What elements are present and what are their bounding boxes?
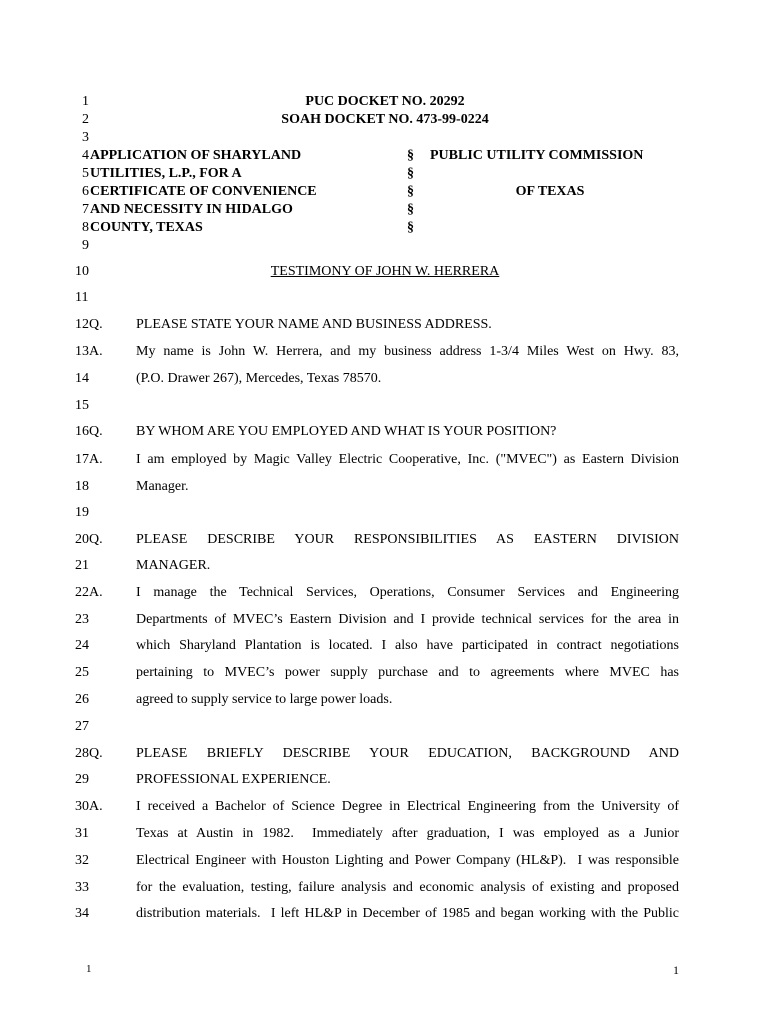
section-symbol: §: [407, 202, 414, 217]
body-line: PLEASE STATE YOUR NAME AND BUSINESS ADDRESS.: [136, 317, 492, 332]
line-marker: 22A.: [75, 585, 103, 600]
caption-left-line: UTILITIES, L.P., FOR A: [90, 166, 242, 181]
body-line: Electrical Engineer with Houston Lighting and Power Company (HL&P). I was responsible: [136, 853, 679, 868]
line-marker: 18: [75, 479, 89, 494]
line-marker: 19: [75, 505, 89, 520]
body-line: distribution materials. I left HL&P in December of 1985 and began working with the Public: [136, 906, 679, 921]
line-marker: 14: [75, 371, 89, 386]
line-number: 6: [82, 184, 89, 199]
line-marker: 17A.: [75, 452, 103, 467]
body-line: which Sharyland Plantation is located. I also have participated in contract negotiations: [136, 638, 679, 653]
line-marker: 26: [75, 692, 89, 707]
body-line: I am employed by Magic Valley Electric Cooperative, Inc. ("MVEC") as Eastern Division: [136, 452, 679, 467]
line-number: 10: [75, 264, 89, 279]
body-line: My name is John W. Herrera, and my business address 1-3/4 Miles West on Hwy. 83,: [136, 344, 679, 359]
puc-docket: PUC DOCKET NO. 20292: [305, 94, 465, 109]
line-marker: 21: [75, 558, 89, 573]
line-number: 11: [75, 290, 89, 305]
line-number: 2: [82, 112, 89, 127]
soah-docket: SOAH DOCKET NO. 473-99-0224: [281, 112, 489, 127]
body-line: MANAGER.: [136, 558, 211, 573]
line-marker: 30A.: [75, 799, 103, 814]
caption-left-line: AND NECESSITY IN HIDALGO: [90, 202, 293, 217]
line-marker: 16Q.: [75, 424, 103, 439]
body-line: Departments of MVEC’s Eastern Division and I provide technical services for the area in: [136, 612, 679, 627]
line-marker: 34: [75, 906, 89, 921]
line-marker: 32: [75, 853, 89, 868]
body-line: PLEASE DESCRIBE YOUR RESPONSIBILITIES AS EASTERN DIVISION: [136, 532, 679, 547]
section-symbol: §: [407, 184, 414, 199]
line-marker: 33: [75, 880, 89, 895]
line-number: 1: [82, 94, 89, 109]
caption-left-line: COUNTY, TEXAS: [90, 220, 203, 235]
body-line: for the evaluation, testing, failure analysis and economic analysis of existing and proposed: [136, 880, 679, 895]
line-marker: 28Q.: [75, 746, 103, 761]
body-line: PLEASE BRIEFLY DESCRIBE YOUR EDUCATION, BACKGROUND AND: [136, 746, 679, 761]
line-number: 5: [82, 166, 89, 181]
line-marker: 24: [75, 638, 89, 653]
line-marker: 23: [75, 612, 89, 627]
line-marker: 27: [75, 719, 89, 734]
line-number: 9: [82, 238, 89, 253]
body-line: Texas at Austin in 1982. Immediately after graduation, I was employed as a Junior: [136, 826, 679, 841]
footer-page-number-right: 1: [673, 963, 679, 977]
line-marker: 15: [75, 398, 89, 413]
caption-right-line: PUBLIC UTILITY COMMISSION: [430, 148, 644, 163]
caption-right-line: OF TEXAS: [515, 184, 585, 199]
line-number: 8: [82, 220, 89, 235]
section-symbol: §: [407, 220, 414, 235]
line-number: 3: [82, 130, 89, 145]
line-marker: 31: [75, 826, 89, 841]
section-symbol: §: [407, 148, 414, 163]
body-line: PROFESSIONAL EXPERIENCE.: [136, 772, 331, 787]
line-number: 7: [82, 202, 89, 217]
footer-page-number-left: 1: [86, 963, 92, 975]
line-marker: 29: [75, 772, 89, 787]
body-line: agreed to supply service to large power loads.: [136, 692, 393, 707]
line-marker: 20Q.: [75, 532, 103, 547]
body-line: I received a Bachelor of Science Degree in Electrical Engineering from the University of: [136, 799, 679, 814]
body-line: pertaining to MVEC’s power supply purchase and to agreements where MVEC has: [136, 665, 679, 680]
section-symbol: §: [407, 166, 414, 181]
body-line: I manage the Technical Services, Operations, Consumer Services and Engineering: [136, 585, 679, 600]
body-line: (P.O. Drawer 267), Mercedes, Texas 78570.: [136, 371, 382, 386]
caption-left-line: APPLICATION OF SHARYLAND: [90, 148, 302, 163]
caption-left-line: CERTIFICATE OF CONVENIENCE: [90, 184, 317, 199]
body-line: BY WHOM ARE YOU EMPLOYED AND WHAT IS YOUR POSITION?: [136, 424, 557, 439]
body-line: Manager.: [136, 479, 189, 494]
line-number: 4: [82, 148, 89, 163]
line-marker: 25: [75, 665, 89, 680]
line-marker: 12Q.: [75, 317, 103, 332]
testimony-title: TESTIMONY OF JOHN W. HERRERA: [270, 264, 500, 279]
line-marker: 13A.: [75, 344, 103, 359]
